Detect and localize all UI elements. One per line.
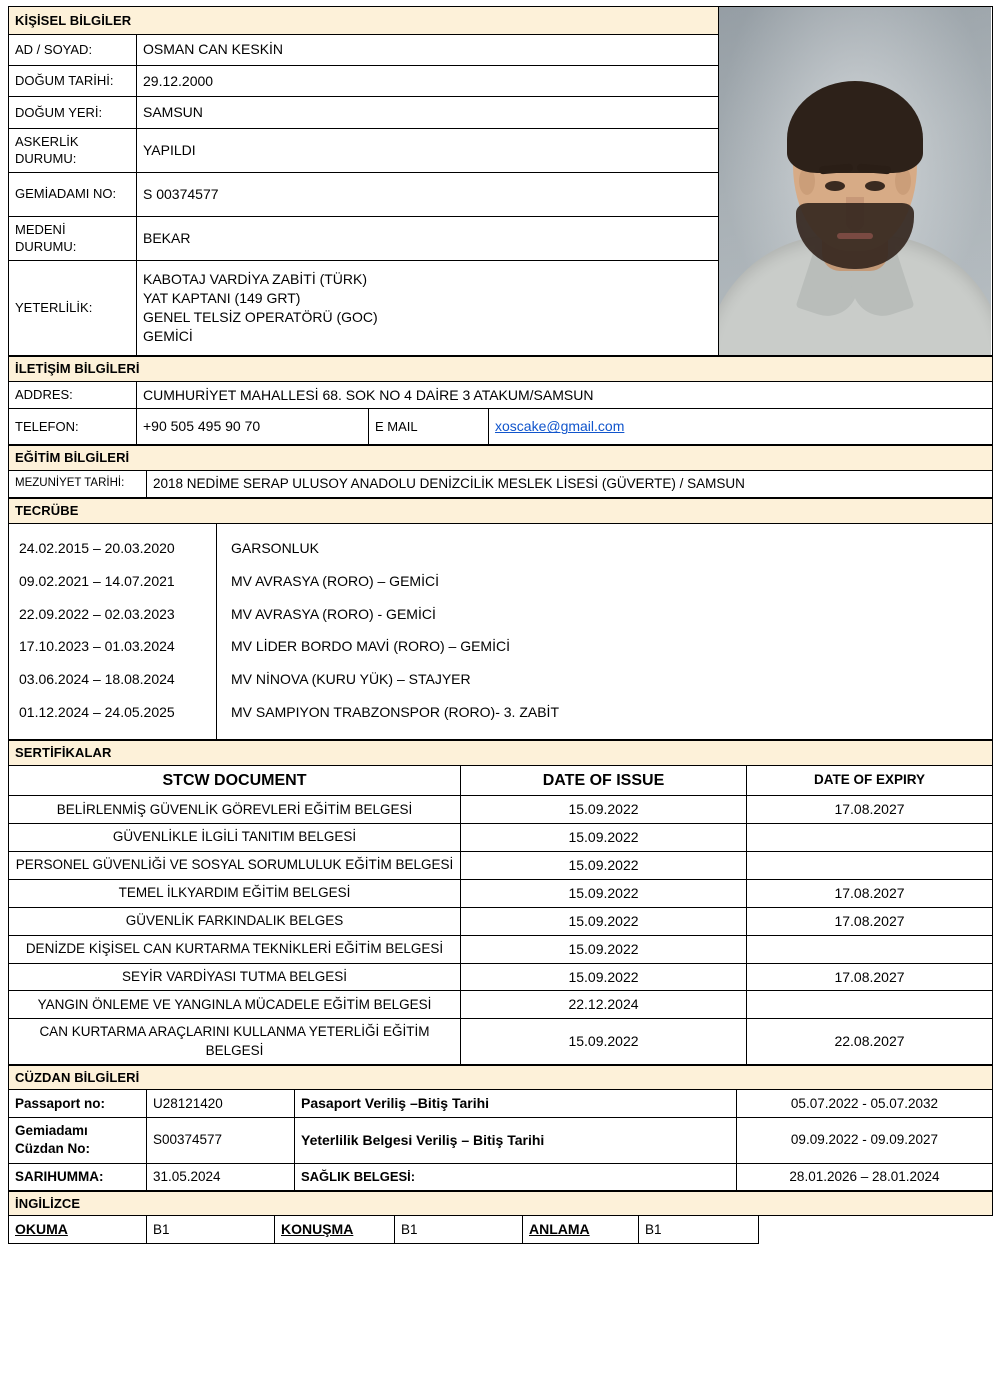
- table-row: [9, 470, 993, 497]
- section-header-certificates: SERTİFİKALAR: [9, 741, 993, 766]
- field-label-qualification: YETERLİLİK:: [9, 260, 137, 355]
- certificate-name: DENİZDE KİŞİSEL CAN KURTARMA TEKNİKLERİ EĞİTİM BELGESİ: [9, 935, 461, 963]
- wallet-title-coc-dates: Yeterlilik Belgesi Veriliş – Bitiş Tarihi: [295, 1118, 737, 1163]
- certificate-name: PERSONEL GÜVENLİĞİ VE SOSYAL SORUMLULUK EĞİTİM BELGESİ: [9, 852, 461, 880]
- certificate-expiry-date: [747, 852, 993, 880]
- english-label-speaking: KONUŞMA: [275, 1216, 395, 1244]
- field-value-birthplace: SAMSUN: [137, 97, 719, 128]
- applicant-photo: [719, 7, 991, 355]
- table-row: [9, 1019, 993, 1064]
- certificate-expiry-date: 17.08.2027: [747, 796, 993, 824]
- experience-header-row: [9, 499, 993, 524]
- section-header-wallet: CÜZDAN BİLGİLERİ: [9, 1065, 993, 1090]
- table-row: [9, 907, 993, 935]
- certificate-issue-date: 15.09.2022: [461, 824, 747, 852]
- table-row: [9, 991, 993, 1019]
- wallet-label-passport-no: Passaport no:: [9, 1090, 147, 1118]
- field-value-address: CUMHURİYET MAHALLESİ 68. SOK NO 4 DAİRE 3 ATAKUM/SAMSUN: [137, 381, 993, 409]
- field-label-birthdate: DOĞUM TARİHİ:: [9, 65, 137, 96]
- section-header-english: İNGİLİZCE: [9, 1191, 993, 1216]
- experience-dates-column: [9, 523, 217, 739]
- experience-body-row: [9, 523, 993, 739]
- field-value-marital: BEKAR: [137, 216, 719, 260]
- personal-section-table: [8, 6, 993, 356]
- certificate-issue-date: 15.09.2022: [461, 963, 747, 991]
- certificate-issue-date: 15.09.2022: [461, 879, 747, 907]
- experience-date: 17.10.2023 – 01.03.2024: [19, 638, 175, 655]
- certificate-issue-date: 15.09.2022: [461, 935, 747, 963]
- experience-text: MV LİDER BORDO MAVİ (RORO) – GEMİCİ: [231, 638, 510, 655]
- wallet-label-seafarer-wallet-no: Gemiadamı Cüzdan No:: [9, 1118, 147, 1163]
- email-link[interactable]: xoscake@gmail.com: [495, 418, 625, 435]
- field-label-seafarer-no: GEMİADAMI NO:: [9, 172, 137, 216]
- section-header-experience: TECRÜBE: [9, 499, 993, 524]
- contact-header-row: [9, 357, 993, 382]
- field-value-military: YAPILDI: [137, 128, 719, 172]
- field-label-email: E MAIL: [369, 409, 489, 445]
- wallet-label-yellow-fever: SARIHUMMA:: [9, 1163, 147, 1190]
- certificate-expiry-date: 17.08.2027: [747, 907, 993, 935]
- certificate-expiry-date: [747, 935, 993, 963]
- table-row: [9, 1163, 993, 1190]
- certificate-name: GÜVENLİK FARKINDALIK BELGES: [9, 907, 461, 935]
- table-row: [9, 824, 993, 852]
- wallet-title-passport-dates: Pasaport Veriliş –Bitiş Tarihi: [295, 1090, 737, 1118]
- wallet-value-passport-no: U28121420: [147, 1090, 295, 1118]
- experience-text: MV NİNOVA (KURU YÜK) – STAJYER: [231, 671, 471, 688]
- qualification-item: YAT KAPTANI (149 GRT): [143, 290, 301, 307]
- field-label-graduation: MEZUNİYET TARİHİ:: [9, 470, 147, 497]
- personal-header-row: [9, 7, 993, 35]
- experience-section-table: [8, 498, 993, 740]
- experience-date: 03.06.2024 – 18.08.2024: [19, 671, 175, 688]
- experience-text-column: [217, 523, 993, 739]
- field-value-name: OSMAN CAN KESKİN: [137, 34, 719, 65]
- experience-text: GARSONLUK: [231, 539, 319, 556]
- table-row: [9, 1118, 993, 1163]
- certificate-expiry-date: 17.08.2027: [747, 963, 993, 991]
- column-header-stcw-document: STCW DOCUMENT: [9, 765, 461, 796]
- experience-text: MV SAMPIYON TRABZONSPOR (RORO)- 3. ZABİT: [231, 704, 559, 721]
- certificate-name: CAN KURTARMA ARAÇLARINI KULLANMA YETERLİĞİ EĞİTİM BELGESİ: [9, 1019, 461, 1064]
- table-row: [9, 409, 993, 445]
- experience-date: 24.02.2015 – 20.03.2020: [19, 539, 175, 556]
- english-spacer: [759, 1216, 993, 1244]
- field-label-name: AD / SOYAD:: [9, 34, 137, 65]
- wallet-section-table: [8, 1065, 993, 1191]
- education-section-table: [8, 445, 993, 498]
- certificates-section-table: [8, 740, 993, 1065]
- table-row: [9, 852, 993, 880]
- field-label-marital: MEDENİ DURUMU:: [9, 216, 137, 260]
- english-value-speaking: B1: [395, 1216, 523, 1244]
- english-label-listening: ANLAMA: [523, 1216, 639, 1244]
- qualification-item: GENEL TELSİZ OPERATÖRÜ (GOC): [143, 308, 378, 325]
- field-value-email: [489, 409, 993, 445]
- table-row: [9, 796, 993, 824]
- english-value-listening: B1: [639, 1216, 759, 1244]
- english-header-row: [9, 1191, 993, 1216]
- table-row: [9, 935, 993, 963]
- english-value-reading: B1: [147, 1216, 275, 1244]
- field-label-military: ASKERLİK DURUMU:: [9, 128, 137, 172]
- section-header-education: EĞİTİM BİLGİLERİ: [9, 446, 993, 471]
- english-label-reading: OKUMA: [9, 1216, 147, 1244]
- certificate-expiry-date: [747, 824, 993, 852]
- certificate-issue-date: 15.09.2022: [461, 796, 747, 824]
- certificates-column-header-row: [9, 765, 993, 796]
- column-header-date-of-issue: DATE OF ISSUE: [461, 765, 747, 796]
- certificate-issue-date: 15.09.2022: [461, 1019, 747, 1064]
- certificate-expiry-date: 22.08.2027: [747, 1019, 993, 1064]
- table-row: [9, 1090, 993, 1118]
- certificates-header-row: [9, 741, 993, 766]
- table-row: [9, 879, 993, 907]
- experience-text: MV AVRASYA (RORO) - GEMİCİ: [231, 605, 436, 622]
- english-section-table: [8, 1191, 993, 1244]
- field-value-qualification: [137, 260, 719, 355]
- wallet-date-coc: 09.09.2022 - 09.09.2027: [737, 1118, 993, 1163]
- education-header-row: [9, 446, 993, 471]
- field-label-address: ADDRES:: [9, 381, 137, 409]
- certificate-issue-date: 22.12.2024: [461, 991, 747, 1019]
- experience-date: 01.12.2024 – 24.05.2025: [19, 704, 175, 721]
- experience-text: MV AVRASYA (RORO) – GEMİCİ: [231, 572, 439, 589]
- table-row: [9, 1216, 993, 1244]
- certificate-issue-date: 15.09.2022: [461, 852, 747, 880]
- field-value-seafarer-no: S 00374577: [137, 172, 719, 216]
- wallet-value-yellow-fever: 31.05.2024: [147, 1163, 295, 1190]
- field-value-phone: +90 505 495 90 70: [137, 409, 369, 445]
- certificate-expiry-date: 17.08.2027: [747, 879, 993, 907]
- wallet-title-health-certificate: SAĞLIK BELGESİ:: [295, 1163, 737, 1190]
- certificate-name: BELİRLENMİŞ GÜVENLİK GÖREVLERİ EĞİTİM BELGESİ: [9, 796, 461, 824]
- certificate-name: GÜVENLİKLE İLGİLİ TANITIM BELGESİ: [9, 824, 461, 852]
- table-row: [9, 381, 993, 409]
- wallet-value-seafarer-wallet-no: S00374577: [147, 1118, 295, 1163]
- section-header-contact: İLETİŞİM BİLGİLERİ: [9, 357, 993, 382]
- certificate-name: SEYİR VARDİYASI TUTMA BELGESİ: [9, 963, 461, 991]
- field-value-birthdate: 29.12.2000: [137, 65, 719, 96]
- experience-date: 22.09.2022 – 02.03.2023: [19, 605, 175, 622]
- wallet-header-row: [9, 1065, 993, 1090]
- wallet-date-health-certificate: 28.01.2026 – 28.01.2024: [737, 1163, 993, 1190]
- applicant-photo-cell: [719, 7, 993, 356]
- field-label-phone: TELEFON:: [9, 409, 137, 445]
- table-row: [9, 963, 993, 991]
- column-header-date-of-expiry: DATE OF EXPIRY: [747, 765, 993, 796]
- certificate-name: TEMEL İLKYARDIM EĞİTİM BELGESİ: [9, 879, 461, 907]
- section-header-personal: KİŞİSEL BİLGİLER: [9, 7, 719, 35]
- experience-date: 09.02.2021 – 14.07.2021: [19, 572, 175, 589]
- certificate-issue-date: 15.09.2022: [461, 907, 747, 935]
- wallet-date-passport: 05.07.2022 - 05.07.2032: [737, 1090, 993, 1118]
- qualification-item: GEMİCİ: [143, 327, 193, 344]
- field-label-birthplace: DOĞUM YERİ:: [9, 97, 137, 128]
- certificate-expiry-date: [747, 991, 993, 1019]
- contact-section-table: [8, 356, 993, 445]
- qualification-item: KABOTAJ VARDİYA ZABİTİ (TÜRK): [143, 271, 368, 288]
- certificate-name: YANGIN ÖNLEME VE YANGINLA MÜCADELE EĞİTİM BELGESİ: [9, 991, 461, 1019]
- field-value-graduation: 2018 NEDİME SERAP ULUSOY ANADOLU DENİZCİLİK MESLEK LİSESİ (GÜVERTE) / SAMSUN: [147, 470, 993, 497]
